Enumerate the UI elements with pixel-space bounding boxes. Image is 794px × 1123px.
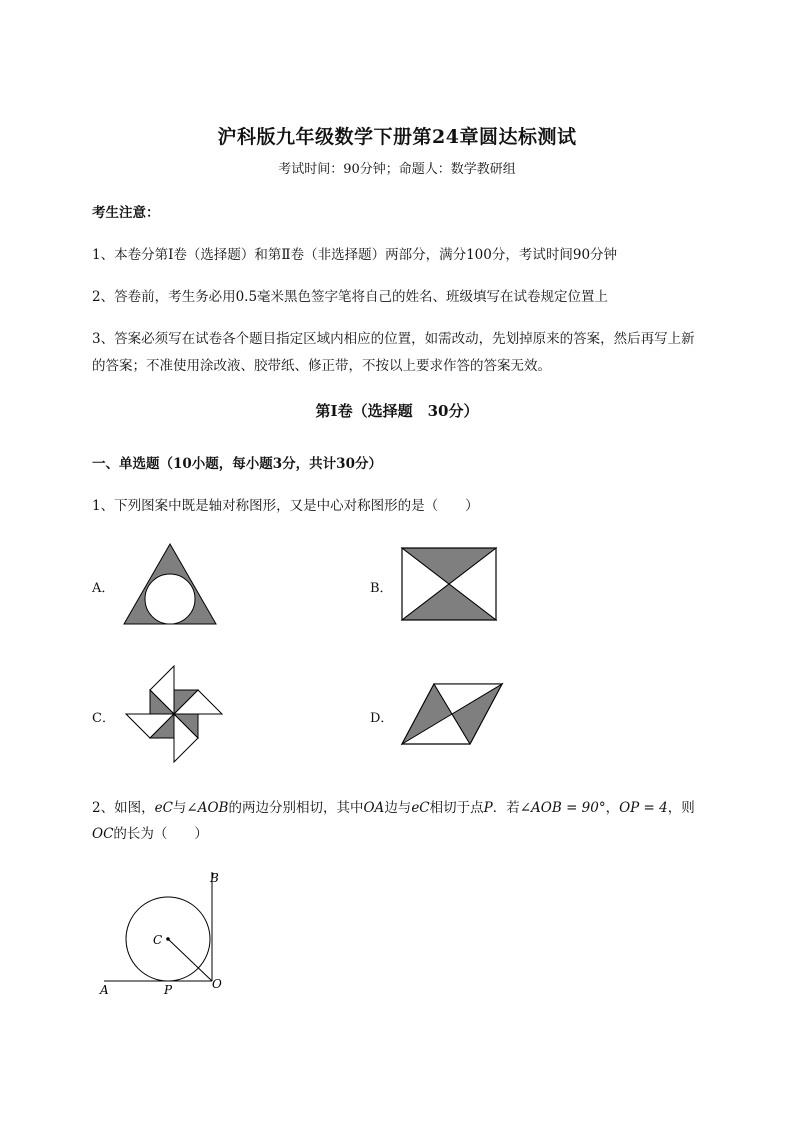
option-d-figure <box>400 682 504 746</box>
page-title: 沪科版九年级数学下册第24章圆达标测试 <box>217 126 577 148</box>
point-p: P <box>483 800 493 816</box>
q2-text-e: 相切于点 <box>429 800 484 816</box>
circle-symbol: eC <box>411 800 430 816</box>
notice-item-1: 1、本卷分第I卷（选择题）和第Ⅱ卷（非选择题）两部分，满分100分，考试时间90分钟 <box>92 247 618 263</box>
q2-text-b: 与 <box>172 800 187 816</box>
exam-info: 考试时间：90分钟；命题人：数学教研组 <box>278 162 516 177</box>
option-d-label: D． <box>370 711 394 726</box>
segment-oa: OA <box>363 800 385 816</box>
label-a: A <box>100 983 109 997</box>
question-2-line-1 <box>92 796 695 816</box>
option-a-label: A． <box>92 581 115 596</box>
angle-aob: ∠AOB <box>186 800 229 816</box>
segment-oc: OC <box>92 826 114 842</box>
circle-symbol: eC <box>154 800 173 816</box>
option-a-figure <box>120 540 220 628</box>
notice-item-3: 3、答案必须写在试卷各个题目指定区域内相应的位置，如需改动，先划掉原来的答案，然后再写上新 <box>92 331 695 347</box>
part-heading: 一、单选题（10小题，每小题3分，共计30分） <box>92 456 382 472</box>
question-2-line-2 <box>92 822 208 842</box>
label-o: O <box>212 977 222 991</box>
label-b: B <box>210 871 219 885</box>
center-point <box>166 937 170 941</box>
q2-text-a: 2、如图， <box>92 800 155 816</box>
op-value: OP = 4 <box>619 800 668 816</box>
notice-item-2: 2、答卷前，考生务必用0.5毫米黑色签字笔将自己的姓名、班级填写在试卷规定位置上 <box>92 289 609 305</box>
q2-text-h: ，则 <box>667 800 695 816</box>
option-c-figure <box>124 664 224 764</box>
q2-text-c: 的两边分别相切，其中 <box>228 800 364 816</box>
question-1-text: 1、下列图案中既是轴对称图形，又是中心对称图形的是（ ） <box>92 498 479 514</box>
label-p: P <box>164 983 173 997</box>
notice-heading: 考生注意： <box>92 205 160 221</box>
option-b-figure <box>400 546 500 624</box>
notice-item-3-cont: 的答案；不准使用涂改液、胶带纸、修正带，不按以上要求作答的答案无效。 <box>92 358 551 374</box>
q2-text-line2: 的长为（ ） <box>113 826 208 842</box>
q2-text-f: ．若 <box>492 800 520 816</box>
q2-text-g: ， <box>605 800 620 816</box>
label-c: C <box>153 933 163 947</box>
q2-text-d: 边与 <box>384 800 412 816</box>
option-b-label: B． <box>370 581 393 596</box>
question-2-figure <box>96 866 236 1000</box>
inscribed-circle <box>145 574 195 624</box>
section-title: 第I卷（选择题 30分） <box>315 402 479 420</box>
option-c-label: C． <box>92 711 115 726</box>
angle-value: ∠AOB = 90° <box>519 800 606 816</box>
